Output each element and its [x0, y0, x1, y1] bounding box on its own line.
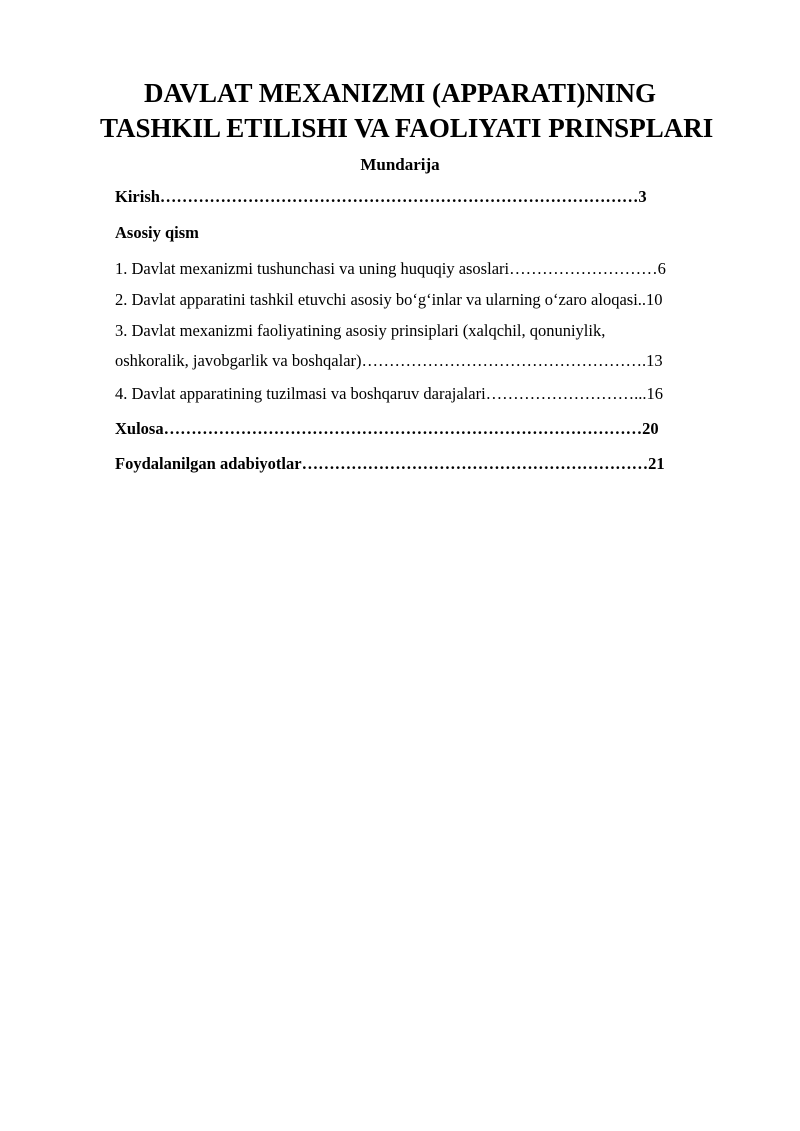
toc-entry-1: 1. Davlat mexanizmi tushunchasi va uning huquqiy asoslari………………………6	[115, 259, 666, 278]
toc-entry-4: 4. Davlat apparatining tuzilmasi va boshqaruv darajalari………………………...16	[115, 384, 664, 403]
toc-entry-3-line-1: 3. Davlat mexanizmi faoliyatining asosiy prinsiplari (xalqchil, qonuniylik,	[115, 321, 606, 340]
toc-entry-2: 2. Davlat apparatini tashkil etuvchi asosiy bo‘g‘inlar va ularning o‘zaro aloqasi..10	[115, 290, 663, 309]
document-title	[100, 76, 714, 146]
toc-heading: Mundarija	[360, 155, 440, 174]
toc-entry-adabiyotlar: Foydalanilgan adabiyotlar………………………………………………………21	[115, 454, 665, 473]
title-line-2: TASHKIL ETILISHI VA FAOLIYATI PRINSPLARI	[100, 113, 714, 143]
toc-entry-kirish: Kirish……………………………………………………………………………3	[115, 187, 647, 206]
toc-entry-xulosa: Xulosa……………………………………………………………………………20	[115, 419, 659, 438]
toc-section-asosiy-qism: Asosiy qism	[115, 223, 199, 242]
toc-entry-3-line-2: oshkoralik, javobgarlik va boshqalar)…………………………………………….13	[115, 351, 663, 370]
title-line-1: DAVLAT MEXANIZMI (APPARATI)NING	[143, 78, 656, 108]
